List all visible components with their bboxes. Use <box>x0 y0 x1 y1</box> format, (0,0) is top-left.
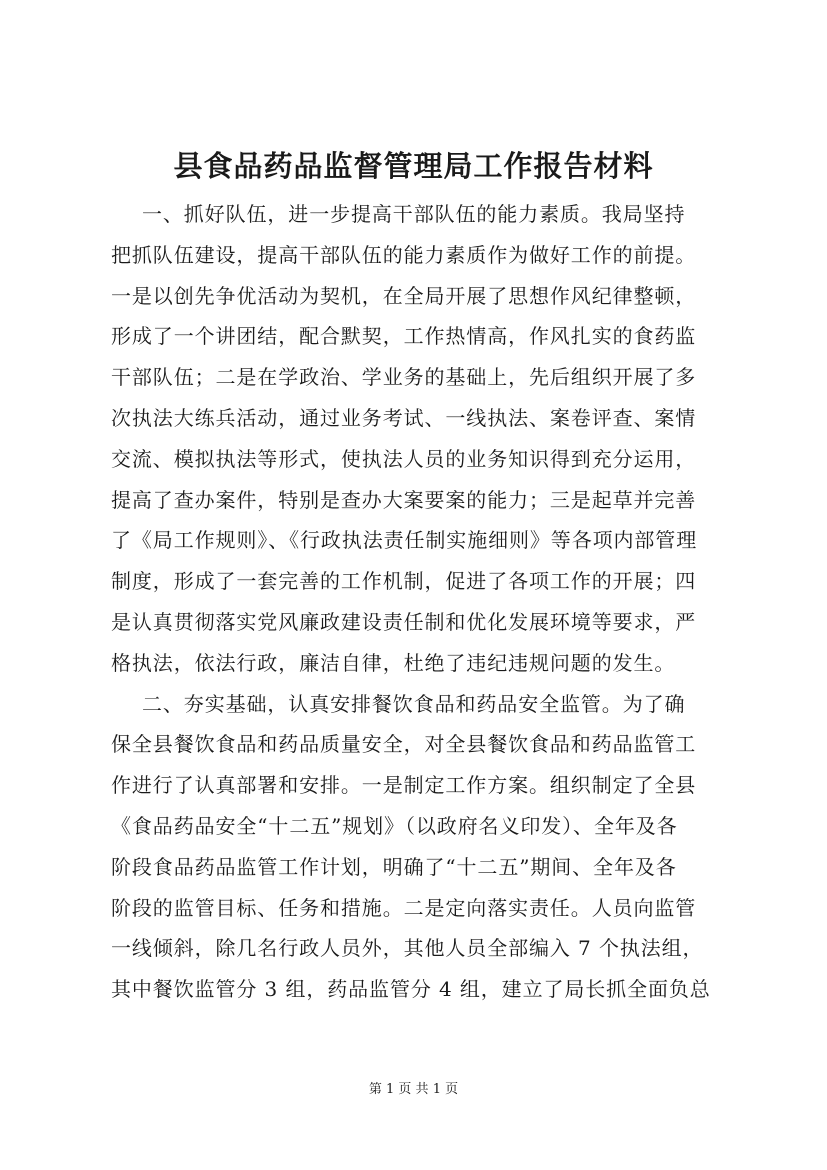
paragraph-2-line-8: 其中餐饮监管分 3 组，药品监管分 4 组，建立了局长抓全面负总 <box>111 977 711 1002</box>
paragraph-1-line-11: 是认真贯彻落实党风廉政建设责任制和优化发展环境等要求，严 <box>111 609 697 634</box>
paragraph-1-line-12: 格执法，依法行政，廉洁自律，杜绝了违纪违规问题的发生。 <box>111 650 676 675</box>
paragraph-1-line-5: 干部队伍；二是在学政治、学业务的基础上，先后组织开展了多 <box>111 365 697 390</box>
document-title: 县食品药品监督管理局工作报告材料 <box>173 149 654 183</box>
paragraph-2-line-6: 阶段的监管目标、任务和措施。二是定向落实责任。人员向监管 <box>111 895 697 920</box>
paragraph-2-line-3: 作进行了认真部署和安排。一是制定工作方案。组织制定了全县 <box>111 773 697 798</box>
paragraph-1-line-6: 次执法大练兵活动，通过业务考试、一线执法、案卷评查、案情 <box>111 405 697 430</box>
paragraph-1-line-4: 形成了一个讲团结，配合默契，工作热情高，作风扎实的食药监 <box>111 324 697 349</box>
paragraph-2-line-2: 保全县餐饮食品和药品质量安全，对全县餐饮食品和药品监管工 <box>111 732 697 757</box>
paragraph-2-line-4: 《食品药品安全“十二五”规划》（以政府名义印发）、全年及各 <box>111 813 678 838</box>
page-number-footer: 第 1 页 共 1 页 <box>368 1082 459 1097</box>
paragraph-2-line-5: 阶段食品药品监管工作计划，明确了“十二五”期间、全年及各 <box>111 854 677 879</box>
paragraph-1-line-8: 提高了查办案件，特别是查办大案要案的能力；三是起草并完善 <box>111 487 697 512</box>
paragraph-1-line-9: 了《局工作规则》、《行政执法责任制实施细则》等各项内部管理 <box>111 528 698 553</box>
paragraph-1-line-10: 制度，形成了一套完善的工作机制，促进了各项工作的开展；四 <box>111 569 697 594</box>
paragraph-2-line-7: 一线倾斜，除几名行政人员外，其他人员全部编入 7 个执法组， <box>111 936 704 961</box>
paragraph-2-line-1: 二、夯实基础，认真安排餐饮食品和药品安全监管。为了确 <box>142 691 686 716</box>
paragraph-1-line-7: 交流、模拟执法等形式，使执法人员的业务知识得到充分运用， <box>111 446 697 471</box>
paragraph-1-line-3: 一是以创先争优活动为契机，在全局开展了思想作风纪律整顿， <box>111 283 697 308</box>
paragraph-1-line-1: 一、抓好队伍，进一步提高干部队伍的能力素质。我局坚持 <box>142 202 686 226</box>
paragraph-1-line-2: 把抓队伍建设，提高干部队伍的能力素质作为做好工作的前提。 <box>111 242 697 267</box>
document-body <box>111 194 731 1010</box>
